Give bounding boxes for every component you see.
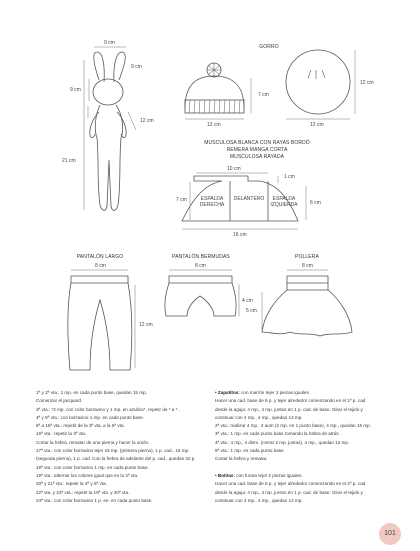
instruction-line: desde la aguja: 4 mp., 4 mp. juntos en 1 p. cad. de base. Girar el tejido y	[215, 489, 363, 495]
shirt-title-2: REMERA MANGA CORTA	[226, 147, 288, 153]
instruction-line: 20ª y 21ª vta.: repetir la 4ª y 5ª vta.	[36, 481, 107, 487]
instruction-line: 19ª vta.: alternar los colores igual que en la 3ª vta.	[36, 472, 139, 478]
shorts-height: 4 cm	[242, 298, 253, 304]
boots-intro: con fucsia tejer 2 piezas iguales.	[234, 472, 303, 478]
instruction-line: Hacer una cad. base de 6 p. y tejer alrededor comenzando en el 2º p. cad	[215, 398, 366, 404]
hat-top-figure	[286, 50, 350, 114]
instruction-line: 16ª vta.: repetir la 3ª vta.	[36, 431, 87, 437]
shirt-top-width: 10 cm	[227, 166, 241, 172]
hat-height: 7 cm	[258, 92, 269, 98]
hat-figure	[185, 63, 244, 113]
shirt-part-left-1: ESPALDA	[200, 196, 224, 202]
shirt-shoulder: 1 cm	[284, 174, 295, 180]
bunny-figure	[90, 52, 126, 210]
instruction-line: 2ª vta.: realizar 4 mp., 4 aum (2 mp. en 1 punto base), 4 mp., quedan 16 mp.	[215, 423, 371, 429]
instruction-line: (segunda pierna), 1 p. cad. Con la hebra de adelante del p. cad., quedan 32 p.	[36, 456, 196, 462]
shorts-width: 8 cm	[195, 263, 206, 269]
right-instructions	[215, 389, 371, 505]
bunny-total-height: 21 cm	[62, 158, 76, 164]
hat-top-size-v: 12 cm	[360, 80, 374, 86]
instruction-line: 22ª vta. y 23ª vta.: repetir la 19ª vta. y 20ª vta.	[36, 489, 130, 495]
instruction-line: desde la aguja: 4 mp., 4 mp. juntos en 1 p. cad. de base. Girar el tejido y	[215, 406, 363, 412]
shorts-title: PANTALÓN BERMUDAS	[172, 254, 230, 260]
boots-heading-line	[215, 472, 371, 480]
instruction-line: 17ª vta.: con color borravino tejer 15 mp. (primera pierna), 1 p. cad., 15 mp.	[36, 448, 190, 454]
instruction-line: continuar con 4 mp., 4 mp., quedan 12 mp.	[215, 414, 303, 420]
long-pants-width: 8 cm	[95, 263, 106, 269]
shirt-right-height: 6 cm	[310, 200, 321, 206]
skirt-figure	[262, 276, 352, 336]
shirt-left-height: 7 cm	[176, 197, 187, 203]
shirt-part-center: DELANTERO	[233, 196, 265, 202]
shorts-figure	[165, 276, 236, 316]
instruction-line: continuar con 4 mp., 4 mp., quedan 12 mp.	[215, 497, 303, 503]
boots-heading: • Botitas:	[215, 472, 235, 478]
shoes-intro: con marrón tejer 2 piezas iguales.	[239, 390, 311, 395]
instruction-line: 18ª vta.: con color borravino 1 mp. en cada punto base.	[36, 464, 149, 470]
skirt-title: POLLERA	[295, 254, 319, 260]
instruction-line: 6ª a 15ª vta.: repetir de la 3ª vta. a la 5ª vta.	[36, 423, 125, 429]
bunny-ear-width: 9 cm	[104, 40, 115, 46]
spacer	[215, 464, 371, 472]
instruction-line: Cortar la hebra y rematar.	[215, 456, 268, 462]
hat-width: 12 cm	[207, 122, 221, 128]
shirt-title-3: MUSCULOSA RAYADA	[229, 154, 285, 160]
long-pants-title: PANTALÓN LARGO	[76, 254, 124, 260]
instruction-line: Hacer una cad. base de 6 p. y tejer alrededor comenzando en el 2º p. cad	[215, 481, 366, 487]
shirt-part-right-1: ESPALDA	[272, 196, 296, 202]
instruction-line: Cortar la hebra, rematar de una pierna y hacer la unión.	[36, 439, 150, 445]
shirt-title-1: MUSCULOSA BLANCA CON RAYAS BORDÓ	[204, 140, 310, 146]
hat-title: GORRO	[259, 44, 279, 50]
skirt-height: 5 cm	[246, 308, 257, 314]
instruction-line: 4ª y 5ª vta.: con borravino 1 mp. en cada punto base.	[36, 414, 145, 420]
instruction-line: 3ª vta.: 1 mp. en cada punto base tomando la hebra de atrás.	[215, 431, 340, 437]
long-pants-height: 12 cm	[139, 322, 153, 328]
page-number: 101	[379, 523, 401, 545]
instruction-line: 3ª vta.: *2 mp. con color borravino y 1 mp. en azulino*, repetir de * a *.	[36, 406, 179, 412]
shirt-bottom-width: 16 cm	[233, 232, 247, 238]
skirt-width: 8 cm	[302, 263, 313, 269]
shoes-heading-line	[215, 389, 371, 397]
instruction-line: Comenzar el jacquard.	[36, 398, 83, 404]
bunny-ear-height: 9 cm	[131, 64, 142, 70]
long-pants-figure	[68, 276, 132, 370]
hat-top-size-h: 12 cm	[310, 122, 324, 128]
instruction-line: 1ª y 2ª vta.: 1 mp. en cada punto base, quedan 15 mp.	[36, 390, 147, 395]
instruction-line: 4ª vta.: 4 mp., 4 dism. (cerrar 2 mp. juntos), 4 mp., quedan 12 mp.	[215, 439, 350, 445]
instruction-line: 5ª vta.: 1 mp. en cada punto base.	[215, 448, 285, 454]
shirt-part-right-2: IZQUIERDA	[270, 202, 298, 208]
shoes-heading: • Zapatitos:	[215, 390, 240, 395]
instruction-line: 24ª vta.: con color borravino 1 p. en. en cada punto base.	[36, 497, 153, 503]
bunny-head-width: 9 cm	[70, 87, 81, 93]
bunny-arm-length: 12 cm	[140, 118, 154, 124]
left-instructions	[36, 389, 196, 505]
shirt-part-left-2: DERECHA	[199, 202, 225, 208]
